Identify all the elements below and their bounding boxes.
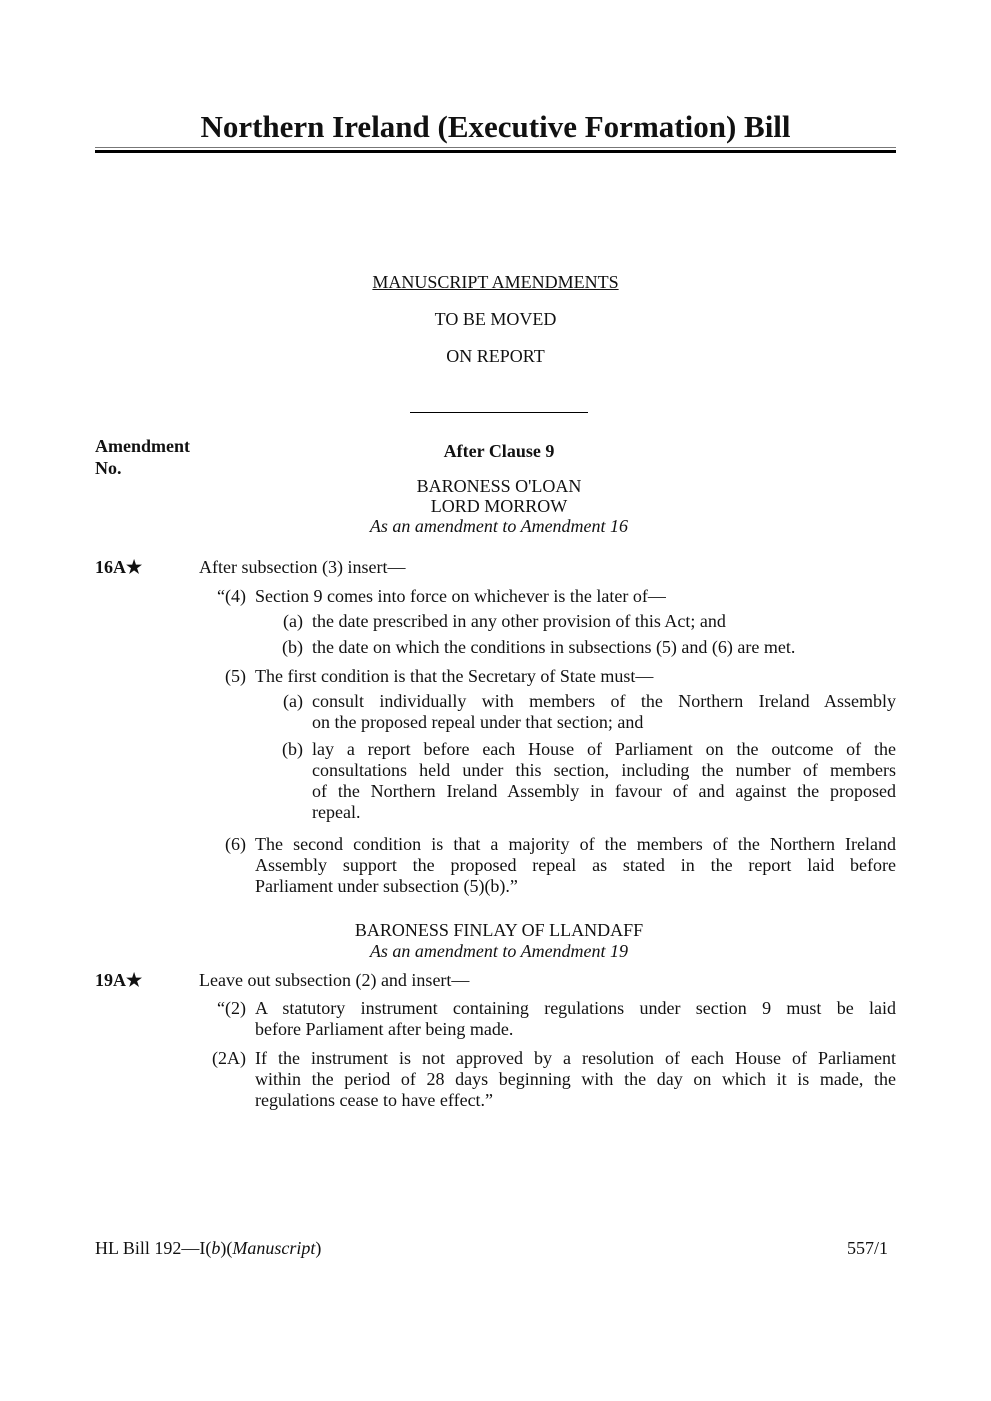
sponsor: BARONESS FINLAY OF LLANDAFF	[354, 920, 644, 940]
text-line: lay a report before each House of Parliament on the outcome of the	[312, 739, 896, 759]
subsection-label: (6)	[225, 834, 246, 854]
sponsor: BARONESS O'LOAN	[416, 476, 582, 496]
text-line: before Parliament after being made.	[255, 1019, 514, 1039]
amendment-note: As an amendment to Amendment 16	[369, 516, 629, 536]
subsection-text	[255, 998, 896, 1040]
footer-text: HL Bill 192—I(	[95, 1238, 212, 1258]
divider-rule	[410, 412, 588, 413]
paragraph-text: the date prescribed in any other provision of this Act; and	[312, 611, 726, 631]
paragraph-label: (a)	[283, 611, 303, 631]
sponsor: LORD MORROW	[430, 496, 568, 516]
paragraph-text	[312, 739, 896, 823]
text-line: of the Northern Ireland Assembly in favour of and against the proposed	[312, 781, 896, 801]
footer-text: Manuscript	[232, 1238, 316, 1258]
text-line: Parliament under subsection (5)(b).”	[255, 876, 518, 896]
footer-bill-reference	[95, 1238, 321, 1259]
footer-text: )	[315, 1238, 322, 1258]
heading-line-2: TO BE MOVED	[434, 309, 557, 329]
text-line: consultations held under this section, including the number of members	[312, 760, 896, 780]
text-line: Assembly support the proposed repeal as stated in the report laid before	[255, 855, 896, 875]
footer-text: )(	[220, 1238, 233, 1258]
text-line: A statutory instrument containing regulations under section 9 must be laid	[255, 998, 896, 1018]
amendment-no-label-1: Amendment	[95, 436, 190, 456]
paragraph-text	[312, 691, 896, 733]
text-line: consult individually with members of the Northern Ireland Assembly	[312, 691, 896, 711]
heading-line-1: MANUSCRIPT AMENDMENTS	[372, 272, 619, 292]
heading-line-3: ON REPORT	[446, 346, 545, 366]
paragraph-text: the date on which the conditions in subsections (5) and (6) are met.	[312, 637, 796, 657]
amendment-intro: Leave out subsection (2) and insert—	[199, 970, 470, 990]
subsection-label: (2A)	[212, 1048, 246, 1068]
subsection-text	[255, 1048, 896, 1111]
amendment-no-label-2: No.	[95, 458, 122, 478]
amendment-number: 16A★	[95, 557, 143, 577]
text-line: repeal.	[312, 802, 361, 822]
text-line: regulations cease to have effect.”	[255, 1090, 494, 1110]
amendment-number: 19A★	[95, 970, 143, 990]
paragraph-label: (a)	[283, 691, 303, 711]
paragraph-label: (b)	[282, 739, 303, 759]
text-line: on the proposed repeal under that section; and	[312, 712, 644, 732]
footer-text: b	[211, 1238, 221, 1258]
footer-page-ref: 557/1	[846, 1238, 888, 1258]
subsection-text: The first condition is that the Secretary of State must—	[255, 666, 654, 686]
text-line: within the period of 28 days beginning with the day on which it is made, the	[255, 1069, 896, 1089]
subsection-label: (5)	[225, 666, 246, 686]
title-rule-thin	[95, 147, 896, 148]
subsection-text	[255, 834, 896, 897]
subsection-text: Section 9 comes into force on whichever is the later of—	[255, 586, 666, 606]
title-rule-thick	[95, 150, 896, 153]
text-line: The second condition is that a majority of the members of the Northern Ireland	[255, 834, 896, 854]
amendment-intro: After subsection (3) insert—	[199, 557, 406, 577]
document-title: Northern Ireland (Executive Formation) Bill	[200, 109, 791, 144]
text-line: If the instrument is not approved by a resolution of each House of Parliament	[255, 1048, 896, 1068]
subsection-label: “(2)	[217, 998, 246, 1018]
amendment-note: As an amendment to Amendment 19	[369, 941, 629, 961]
paragraph-label: (b)	[282, 637, 303, 657]
subsection-label: “(4)	[217, 586, 246, 606]
clause-heading: After Clause 9	[443, 441, 555, 461]
